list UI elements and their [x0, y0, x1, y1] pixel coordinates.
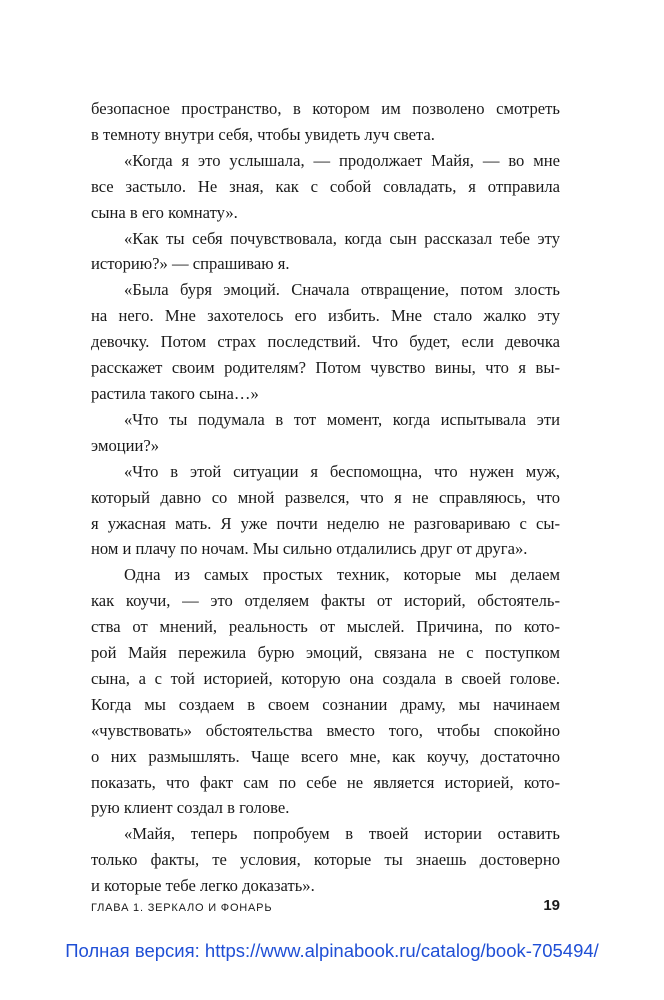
paragraph	[91, 821, 560, 899]
text-line: рой Майя пережила бурю эмоций, связана не с поступком	[91, 643, 560, 663]
text-line: в темноту внутри себя, чтобы увидеть луч света.	[91, 124, 435, 144]
text-line: безопасное пространство, в котором им позволено смотреть	[91, 99, 560, 118]
text-line: «Майя, теперь попробуем в твоей истории оставить	[124, 824, 560, 844]
text-line: «Когда я это услышала, — продолжает Майя, — во мне	[124, 150, 560, 170]
paragraph	[91, 277, 560, 407]
paragraph	[91, 226, 560, 278]
text-line: Когда мы создаем в своем сознании драму, мы начинаем	[91, 694, 560, 714]
text-line: ном и плачу по ночам. Мы сильно отдалились друг от друга».	[91, 539, 528, 559]
text-line: растила такого сына…»	[91, 383, 259, 403]
text-line: который давно со мной развелся, что я не справляюсь, что	[91, 487, 560, 507]
text-line: «чувствовать» обстоятельства вместо того, чтобы спокойно	[91, 720, 560, 740]
full-version-link[interactable]: Полная версия: https://www.alpinabook.ru/catalog/book-705494/	[65, 940, 599, 961]
text-line: о них размышлять. Чаще всего мне, как коучу, достаточно	[91, 746, 560, 766]
paragraph	[91, 459, 560, 563]
text-line: только факты, те условия, которые ты знаешь достоверно	[91, 850, 560, 870]
text-line: я ужасная мать. Я уже почти неделю не разговариваю с сы-	[91, 513, 560, 533]
text-line: «Была буря эмоций. Сначала отвращение, потом злость	[124, 280, 560, 300]
text-line: расскажет своим родителям? Потом чувство вины, что я вы-	[91, 358, 560, 378]
text-line: «Как ты себя почувствовала, когда сын рассказал тебе эту	[124, 228, 560, 248]
text-line: все застыло. Не зная, как с собой совладать, я отправила	[91, 176, 560, 196]
text-line: сына в его комнату».	[91, 202, 238, 222]
text-line: и которые тебе легко доказать».	[91, 876, 315, 896]
text-line: ства от мнений, реальность от мыслей. Причина, по кото-	[91, 617, 560, 637]
text-line: историю?» — спрашиваю я.	[91, 254, 290, 274]
paragraph	[91, 96, 560, 148]
text-line: показать, что факт сам по себе не является историей, кото-	[91, 772, 560, 792]
text-line: девочку. Потом страх последствий. Что будет, если девочка	[91, 332, 560, 352]
text-line: как коучи, — это отделяем факты от историй, обстоятель-	[91, 591, 560, 611]
page-number: 19	[543, 897, 560, 914]
page-body-text	[91, 96, 560, 899]
text-line: эмоции?»	[91, 435, 160, 455]
text-line: Одна из самых простых техник, которые мы делаем	[124, 565, 560, 585]
text-line: на него. Мне захотелось его избить. Мне стало жалко эту	[91, 306, 560, 326]
text-line: сына, а с той историей, которую она создала в своей голове.	[91, 668, 560, 688]
text-line: рую клиент создал в голове.	[91, 798, 290, 818]
text-line: «Что ты подумала в тот момент, когда испытывала эти	[124, 409, 560, 429]
paragraph	[91, 562, 560, 821]
text-line: «Что в этой ситуации я беспомощна, что нужен муж,	[124, 461, 560, 481]
paragraph	[91, 148, 560, 226]
paragraph	[91, 407, 560, 459]
running-footer-chapter: ГЛАВА 1. ЗЕРКАЛО И ФОНАРЬ	[91, 902, 273, 914]
